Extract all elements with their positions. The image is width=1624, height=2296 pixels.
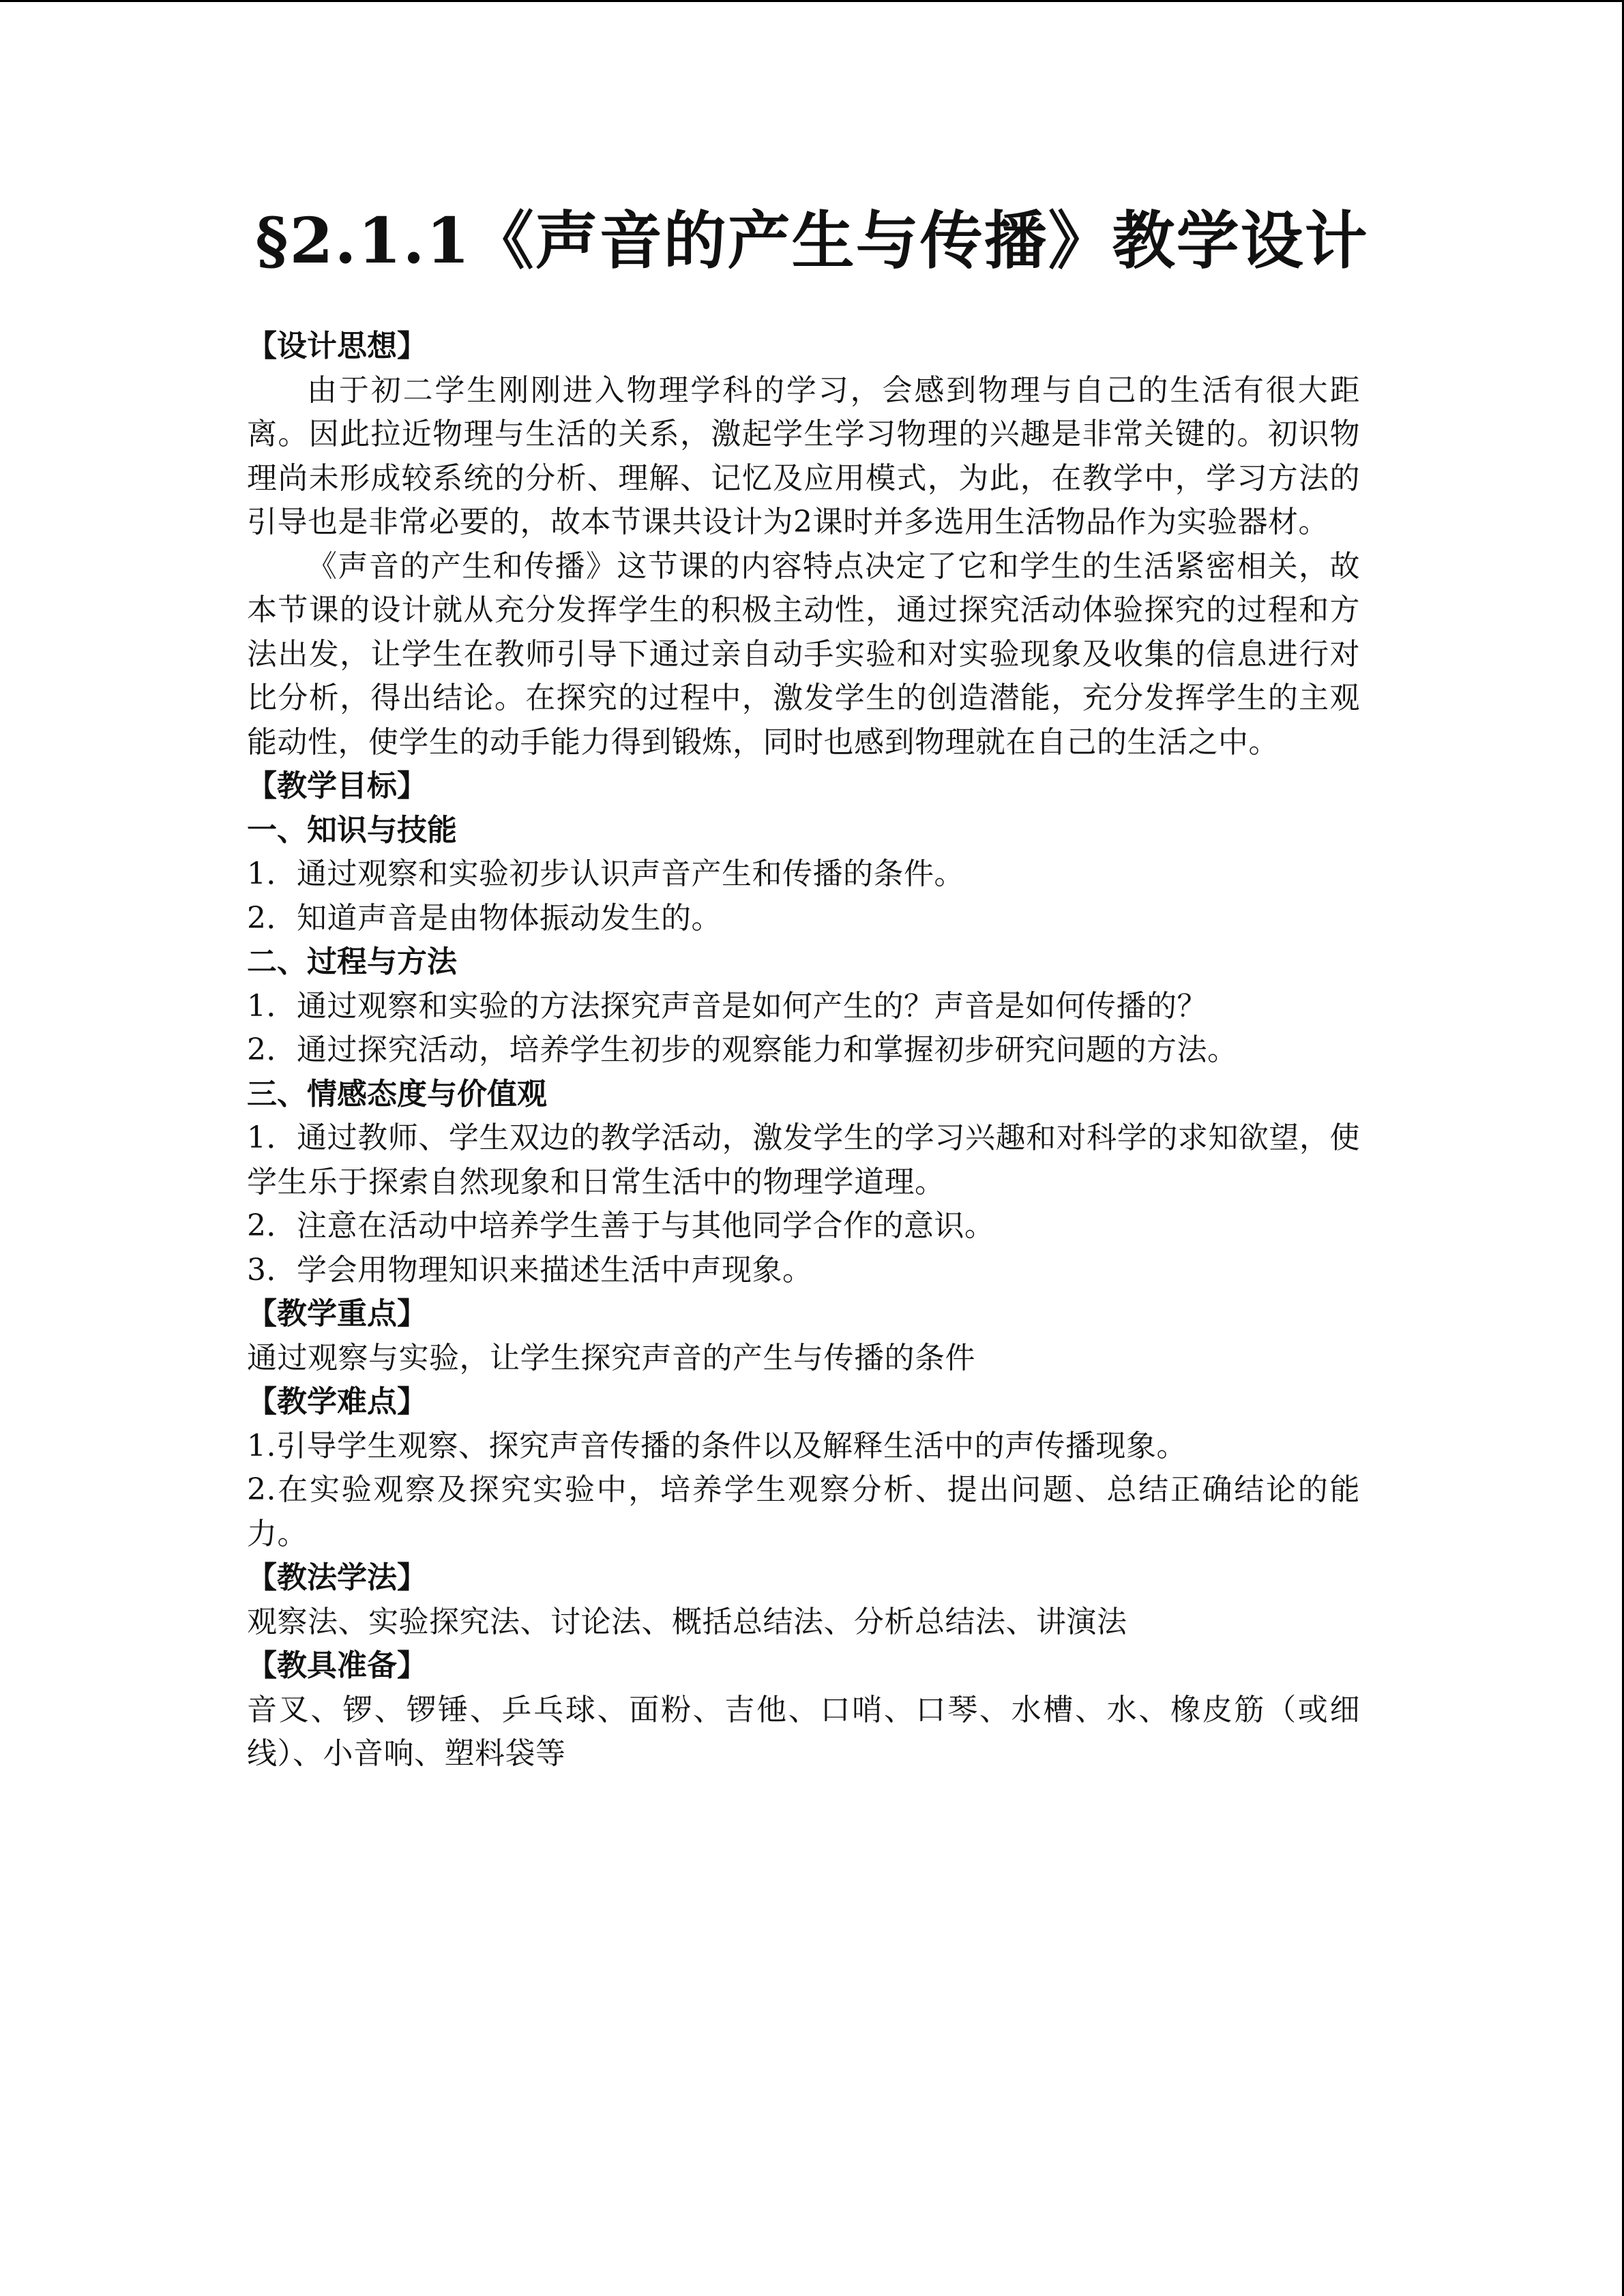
difficulties-heading: 【教学难点】 (247, 1384, 427, 1419)
process-item: 2．通过探究活动，培养学生初步的观察能力和掌握初步研究问题的方法。 (247, 1032, 1238, 1067)
process-methods-heading: 二、过程与方法 (247, 944, 457, 979)
difficulty-item: 1.引导学生观察、探究声音传播的条件以及解释生活中的声传播现象。 (247, 1428, 1187, 1463)
methods-heading: 【教法学法】 (247, 1560, 427, 1595)
materials-heading: 【教具准备】 (247, 1648, 427, 1683)
design-idea-paragraph: 《声音的产生和传播》这节课的内容特点决定了它和学生的生活紧密相关，故本节课的设计就从充分发挥学生的积极主动性，通过探究活动体验探究的过程和方法出发，让学生在教师引导下通过亲自动手实验和对实验现象及收集的信息进行对比分析，得出结论。在探究的过程中，激发学生的创造潜能，充分发挥学生的主观能动性，使学生的动手能力得到锻炼，同时也感到物理就在自己的生活之中。 (247, 548, 1360, 760)
document-title: §2.1.1《声音的产生与传播》教学设计 (255, 204, 1369, 278)
difficulty-item: 2.在实验观察及探究实验中，培养学生观察分析、提出问题、总结正确结论的能力。 (247, 1472, 1360, 1551)
key-points-text: 通过观察与实验，让学生探究声音的产生与传播的条件 (247, 1340, 975, 1375)
knowledge-item: 1．通过观察和实验初步认识声音产生和传播的条件。 (247, 856, 964, 891)
emotion-values-heading: 三、情感态度与价值观 (247, 1076, 547, 1112)
materials-text: 音叉、锣、锣锤、乒乓球、面粉、吉他、口哨、口琴、水槽、水、橡皮筋（或细线）、小音响、塑料袋等 (247, 1692, 1360, 1771)
process-item: 1．通过观察和实验的方法探究声音是如何产生的？声音是如何传播的？ (247, 988, 1207, 1024)
knowledge-item: 2．知道声音是由物体振动发生的。 (247, 900, 722, 936)
design-idea-heading: 【设计思想】 (247, 329, 427, 363)
emotion-item: 3．学会用物理知识来描述生活中声现象。 (247, 1252, 813, 1287)
emotion-item: 1．通过教师、学生双边的教学活动，激发学生的学习兴趣和对科学的求知欲望，使学生乐于探索自然现象和日常生活中的物理学道理。 (247, 1120, 1360, 1199)
document-body (247, 325, 1360, 1776)
design-idea-paragraph: 由于初二学生刚刚进入物理学科的学习，会感到物理与自己的生活有很大距离。因此拉近物理与生活的关系，激起学生学习物理的兴趣是非常关键的。初识物理尚未形成较系统的分析、理解、记忆及应用模式，为此，在教学中，学习方法的引导也是非常必要的，故本节课共设计为2课时并多选用生活物品作为实验器材。 (247, 372, 1360, 539)
key-points-heading: 【教学重点】 (247, 1296, 427, 1331)
emotion-item: 2．注意在活动中培养学生善于与其他同学合作的意识。 (247, 1208, 995, 1243)
knowledge-skills-heading: 一、知识与技能 (247, 812, 457, 848)
methods-text: 观察法、实验探究法、讨论法、概括总结法、分析总结法、讲演法 (247, 1604, 1127, 1639)
objectives-heading: 【教学目标】 (247, 769, 427, 803)
